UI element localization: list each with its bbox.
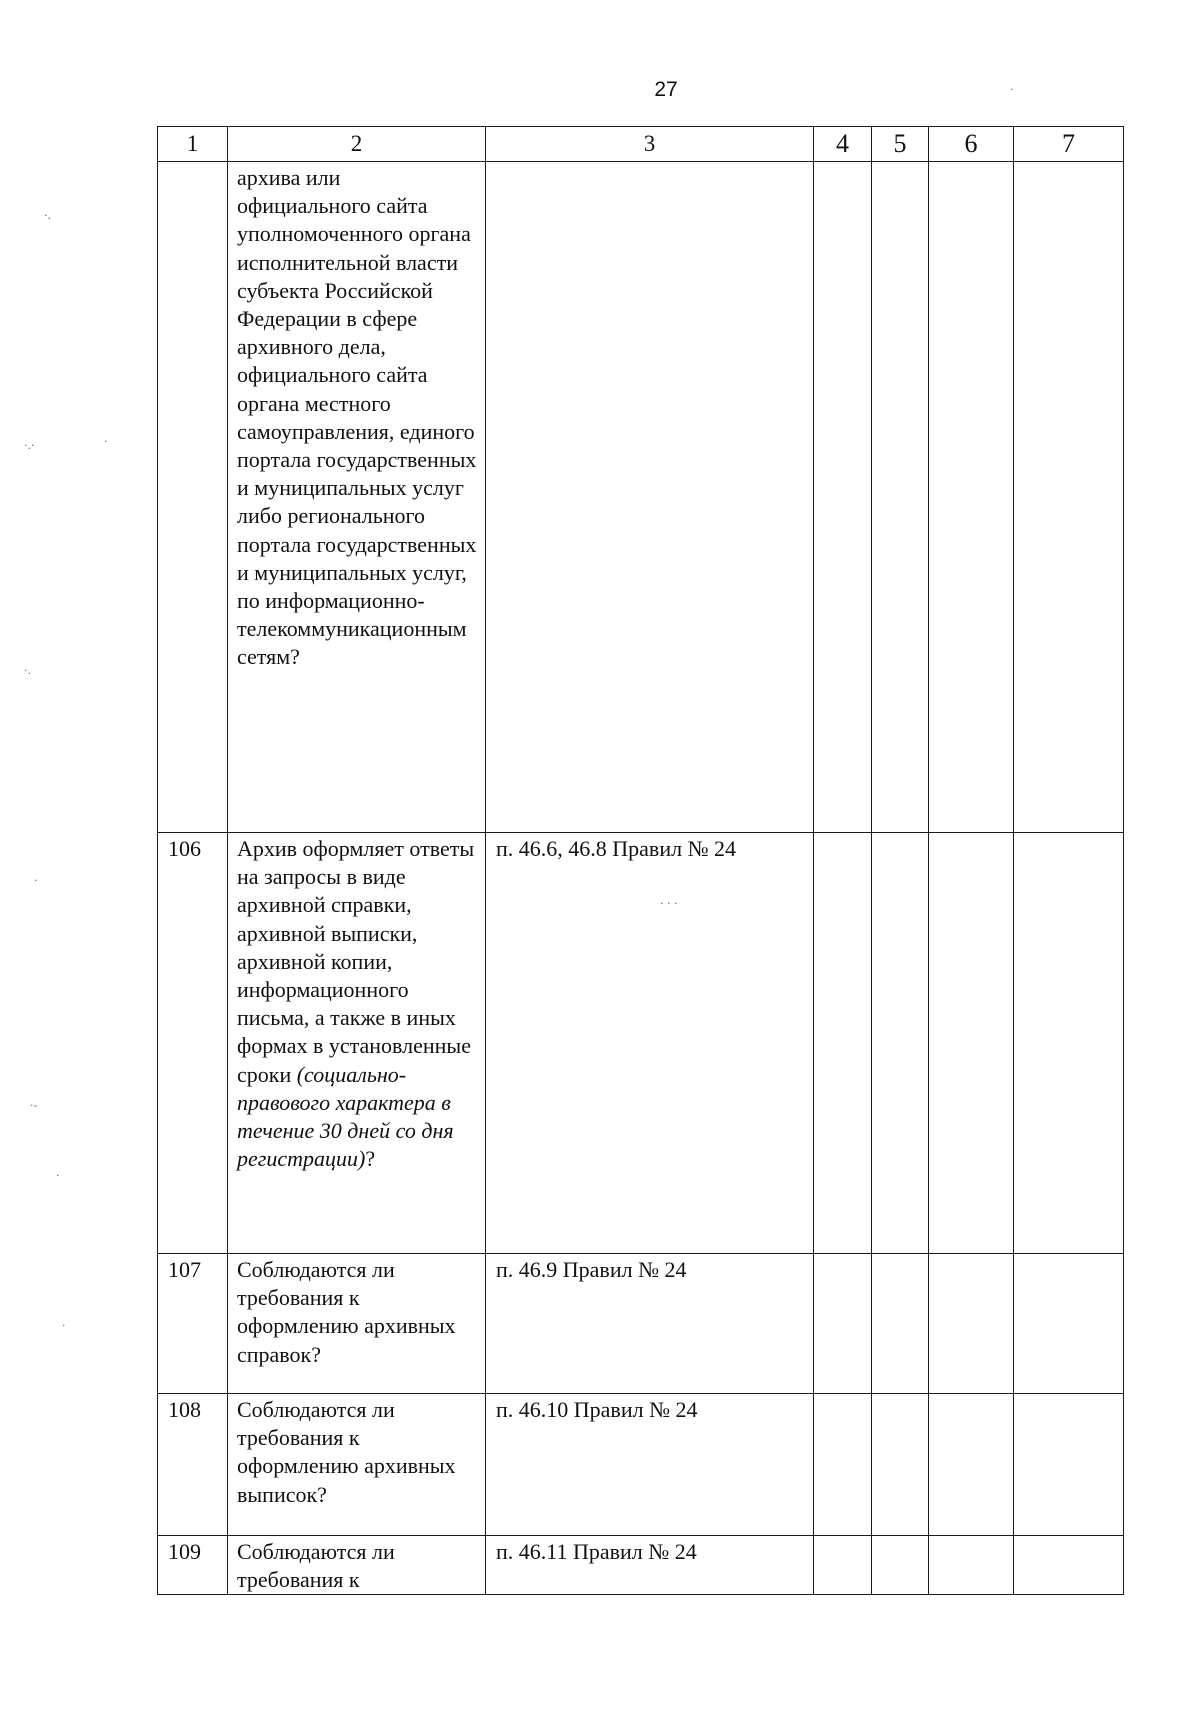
table-row bbox=[158, 833, 1124, 1254]
scan-speck: ·. bbox=[44, 209, 51, 222]
row-number bbox=[158, 162, 228, 833]
header-col-7: 7 bbox=[1014, 127, 1124, 162]
row-cell-col-6 bbox=[929, 1394, 1014, 1536]
row-cell-col-4 bbox=[814, 833, 872, 1254]
scan-speck: · · · bbox=[660, 897, 678, 910]
row-cell-col-5 bbox=[872, 1536, 929, 1595]
question-text: Архив оформляет ответы на запросы в виде архивной справки, архивной выписки, архивной копии, информационного письма, а также в иных формах в установленные сроки bbox=[237, 836, 475, 1087]
scan-speck: ·. bbox=[24, 664, 31, 677]
row-cell-col-4 bbox=[814, 1394, 872, 1536]
row-cell-col-7 bbox=[1014, 162, 1124, 833]
row-cell-col-4 bbox=[814, 1254, 872, 1394]
row-cell-col-4 bbox=[814, 1536, 872, 1595]
row-question: Соблюдаются ли требования к оформлению архивных справок? bbox=[228, 1254, 486, 1394]
row-cell-col-4 bbox=[814, 162, 872, 833]
row-cell-col-6 bbox=[929, 162, 1014, 833]
row-cell-col-5 bbox=[872, 833, 929, 1254]
scan-speck: · bbox=[56, 1169, 60, 1182]
row-cell-col-5 bbox=[872, 1254, 929, 1394]
row-number: 107 bbox=[158, 1254, 228, 1394]
row-cell-col-7 bbox=[1014, 1394, 1124, 1536]
table-row bbox=[158, 1536, 1124, 1595]
row-cell-col-6 bbox=[929, 833, 1014, 1254]
row-cell-col-6 bbox=[929, 1254, 1014, 1394]
header-col-1: 1 bbox=[158, 127, 228, 162]
row-question: Соблюдаются ли требования к bbox=[228, 1536, 486, 1595]
row-number: 108 bbox=[158, 1394, 228, 1536]
header-col-6: 6 bbox=[929, 127, 1014, 162]
table-row bbox=[158, 1394, 1124, 1536]
scan-speck: · bbox=[34, 874, 38, 887]
row-cell-col-7 bbox=[1014, 1254, 1124, 1394]
row-question bbox=[228, 833, 486, 1254]
row-cell-col-7 bbox=[1014, 1536, 1124, 1595]
row-question: архива или официального сайта уполномоченного органа исполнительной власти субъекта Российской Федерации в сфере архивного дела, официального сайта органа местного самоуправления, единого портала государственных и муниципальных услуг либо регионального портала государственных и муниципальных услуг, по информационно-телекоммуникационным сетям? bbox=[228, 162, 486, 833]
header-col-3: 3 bbox=[486, 127, 814, 162]
checklist-table bbox=[157, 126, 1124, 1595]
row-cell-col-5 bbox=[872, 1394, 929, 1536]
scan-speck: · bbox=[62, 1319, 66, 1332]
header-col-5: 5 bbox=[872, 127, 929, 162]
table-row bbox=[158, 162, 1124, 833]
scan-speck: · bbox=[1010, 83, 1014, 96]
row-reference: п. 46.6, 46.8 Правил № 24 bbox=[486, 833, 814, 1254]
scan-speck: ·- bbox=[30, 1099, 38, 1112]
row-question: Соблюдаются ли требования к оформлению архивных выписок? bbox=[228, 1394, 486, 1536]
row-reference bbox=[486, 162, 814, 833]
row-reference: п. 46.10 Правил № 24 bbox=[486, 1394, 814, 1536]
table-row bbox=[158, 1254, 1124, 1394]
row-reference: п. 46.9 Правил № 24 bbox=[486, 1254, 814, 1394]
row-cell-col-7 bbox=[1014, 833, 1124, 1254]
row-cell-col-6 bbox=[929, 1536, 1014, 1595]
header-row bbox=[158, 127, 1124, 162]
row-reference: п. 46.11 Правил № 24 bbox=[486, 1536, 814, 1595]
row-number: 106 bbox=[158, 833, 228, 1254]
header-col-2: 2 bbox=[228, 127, 486, 162]
scan-speck: ·.· bbox=[24, 439, 35, 452]
row-cell-col-5 bbox=[872, 162, 929, 833]
question-tail: ? bbox=[365, 1146, 376, 1172]
row-number: 109 bbox=[158, 1536, 228, 1595]
question-italic-note: (социально-правового характера в течение 30 дней со дня регистрации) bbox=[237, 1061, 454, 1172]
header-col-4: 4 bbox=[814, 127, 872, 162]
page-number: 27 bbox=[654, 78, 678, 101]
scan-speck: · bbox=[104, 435, 108, 448]
